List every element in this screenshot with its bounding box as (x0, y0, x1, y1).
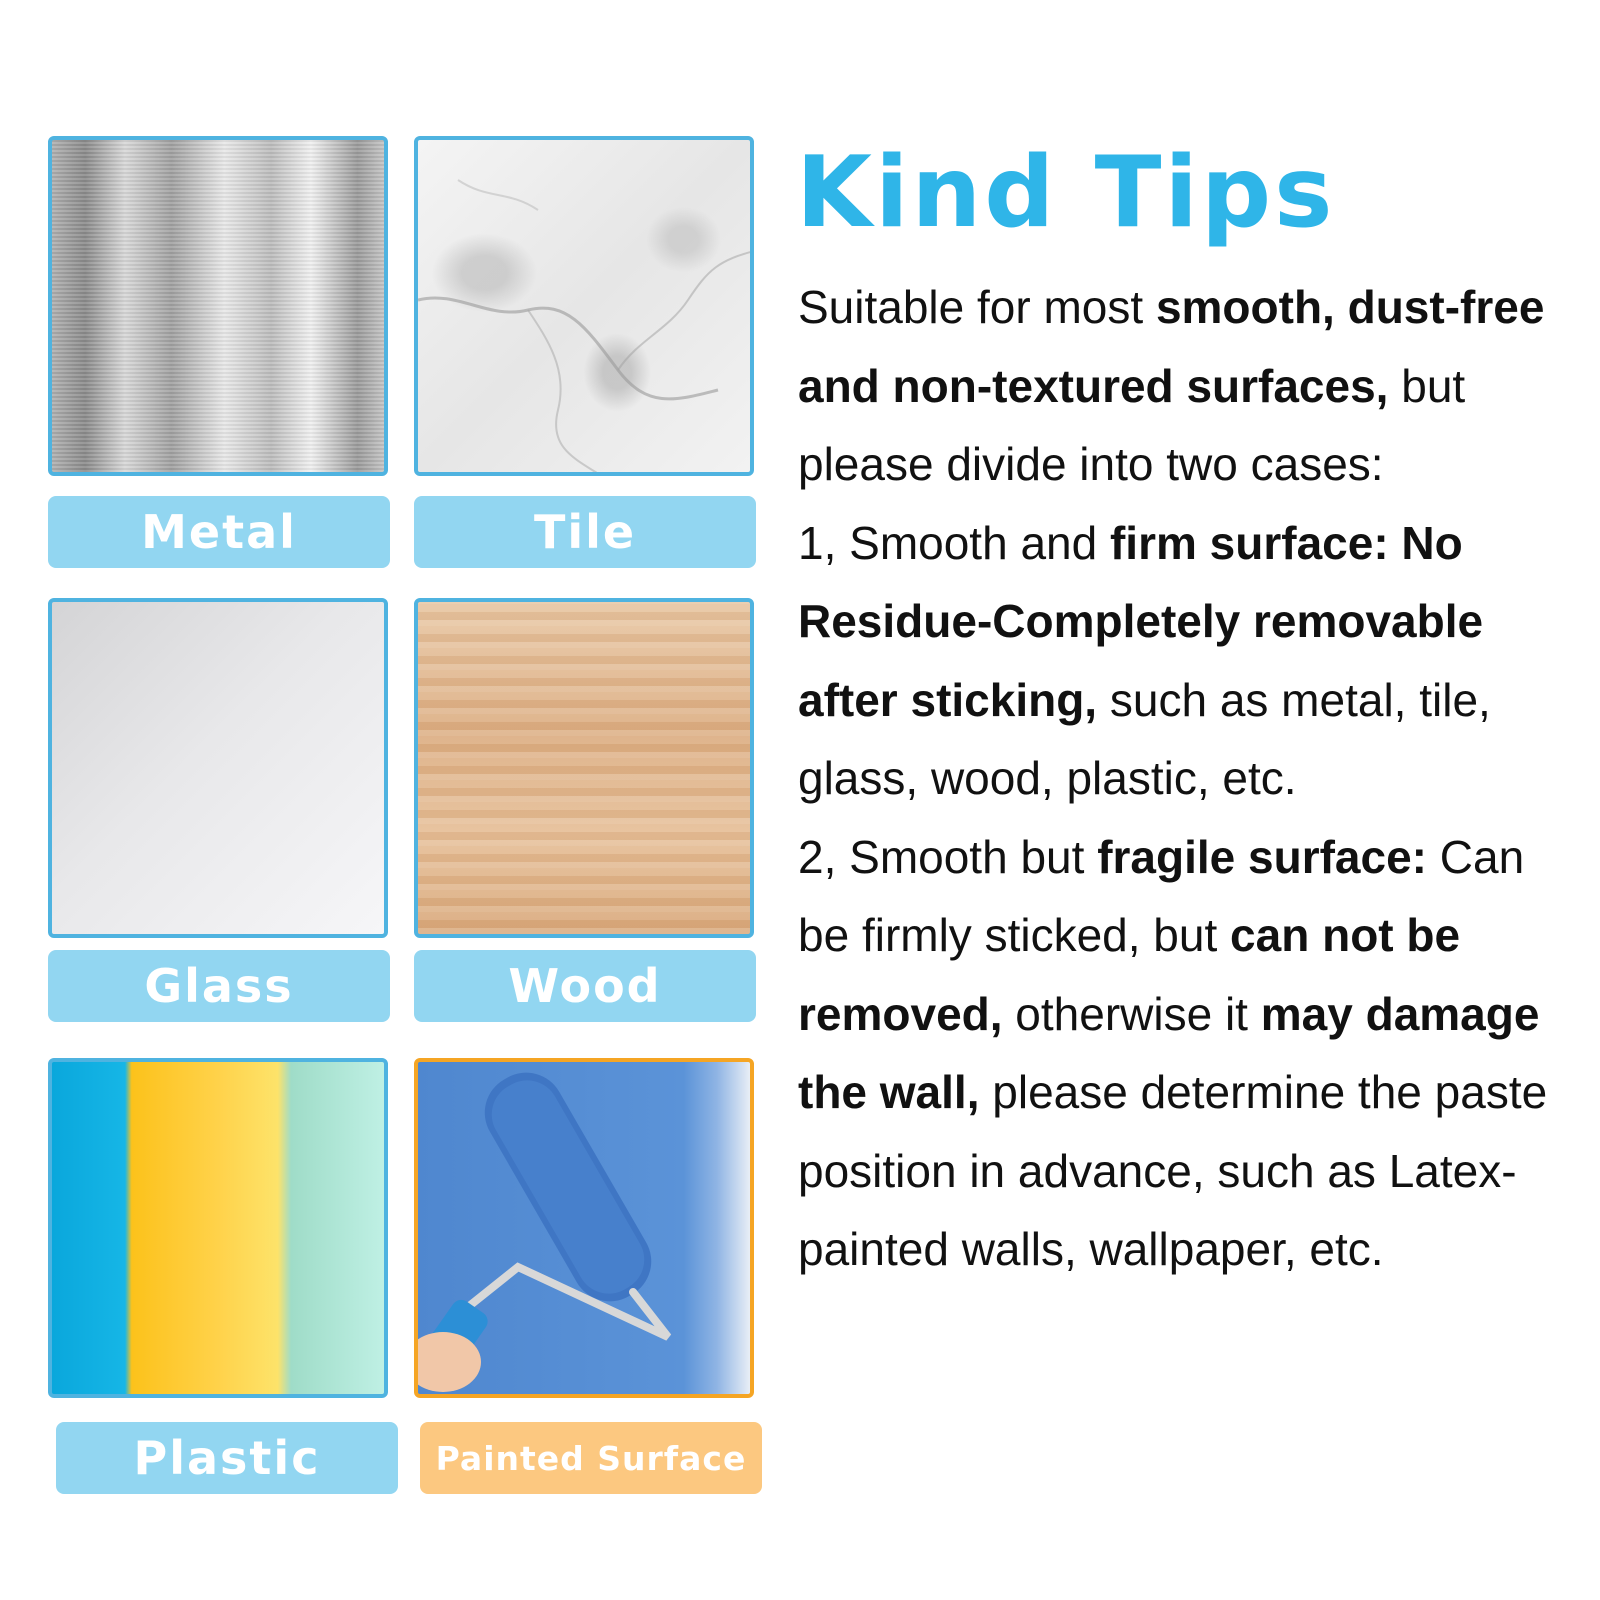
wood-label: Wood (414, 950, 756, 1022)
tips-text: 1, Smooth and (798, 516, 1110, 569)
tips-text: but please divide into two cases: (798, 359, 1466, 490)
marble-veins (418, 140, 754, 476)
tips-bold-text: smooth, dust-free and non-textured surfaces, (798, 281, 1545, 412)
painted-surface-image (414, 1058, 754, 1398)
plastic-surface-image (48, 1058, 388, 1398)
glass-surface-image (48, 598, 388, 938)
painted-surface-label: Painted Surface (420, 1422, 762, 1494)
tips-text: such as metal, tile, glass, wood, plastic, etc. (798, 673, 1491, 804)
kind-tips-title: Kind Tips (796, 136, 1336, 250)
plastic-label: Plastic (56, 1422, 398, 1494)
paint-roller-icon (418, 1062, 754, 1398)
tips-text: Can be firmly sticked, but (798, 830, 1525, 961)
tips-body (798, 268, 1588, 1289)
wood-surface-image (414, 598, 754, 938)
metal-surface-image (48, 136, 388, 476)
tips-text: otherwise it (1002, 987, 1261, 1040)
tips-bold-text: may damage the wall, (798, 987, 1540, 1118)
tile-surface-image (414, 136, 754, 476)
tile-label: Tile (414, 496, 756, 568)
glass-label: Glass (48, 950, 390, 1022)
tips-text: Suitable for most (798, 281, 1156, 333)
tips-text: 2, Smooth but (798, 830, 1098, 883)
metal-label: Metal (48, 496, 390, 568)
tips-bold-text: firm surface: No Residue-Completely removable after sticking, (798, 516, 1484, 726)
tips-text: please determine the paste position in advance, such as Latex-painted walls, wallpaper, etc. (798, 1066, 1548, 1275)
tips-bold-text: can not be removed, (798, 909, 1461, 1040)
tips-bold-text: fragile surface: (1097, 830, 1427, 883)
